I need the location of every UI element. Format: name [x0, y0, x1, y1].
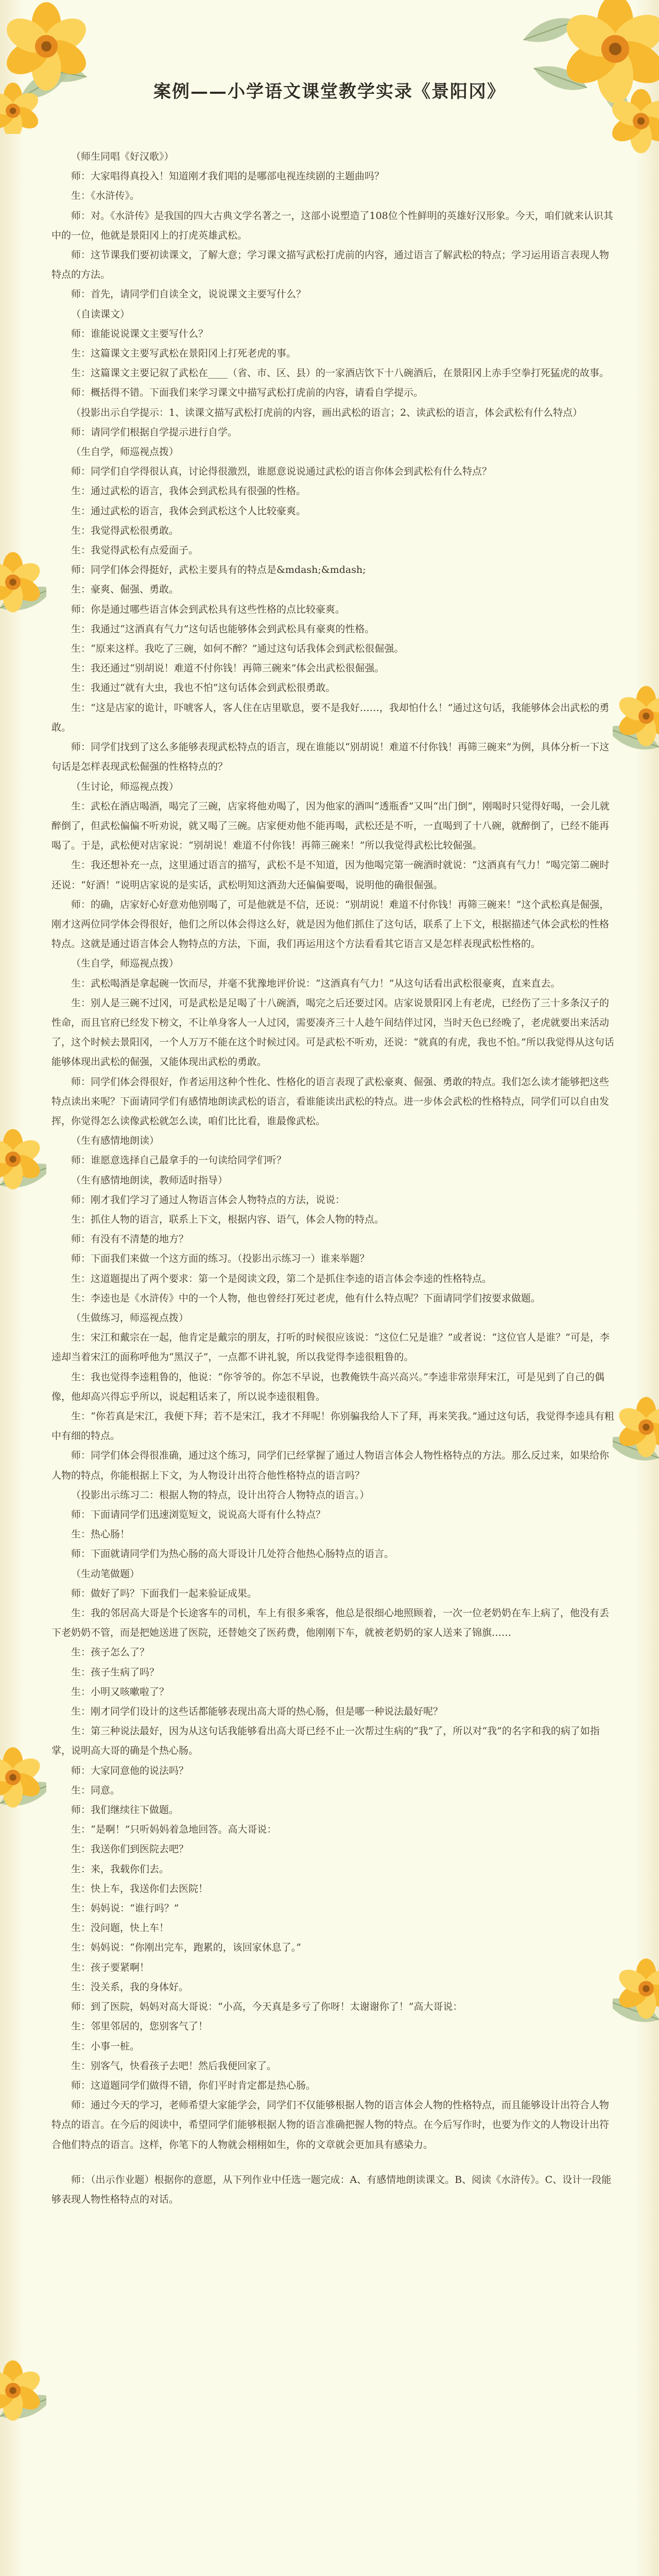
transcript-paragraph: 生：妈妈说：“你刚出完车，跑累的，该回家休息了。”: [71, 1942, 301, 1954]
transcript-paragraph: （师生同唱《好汉歌》）: [71, 151, 174, 162]
transcript-paragraph: 师：概括得不错。下面我们来学习课文中描写武松打虎前的内容，请看自学提示。: [71, 387, 424, 399]
transcript-paragraph: （生有感情地朗读）: [71, 1135, 160, 1147]
transcript-paragraph: 师：做好了吗？下面我们一起来验证成果。: [71, 1587, 257, 1599]
transcript-paragraph: 生：孩子生病了吗？: [71, 1666, 160, 1678]
transcript-paragraph: 生：快上车，我送你们去医院！: [71, 1883, 209, 1894]
transcript-paragraph: 生：来，我载你们去。: [71, 1863, 169, 1875]
transcript-paragraph: 生：我还想补充一点，这里通过语言的描写，武松不是不知道，因为他喝完第一碗酒时就说：“这酒真有气力！”喝完第二碗时还说：“好酒！”说明店家说的是实话，武松明知这酒劲大还偏偏要喝，说明他的确很倔强。: [51, 859, 610, 891]
transcript-paragraph: （生讨论，师巡视点拨）: [71, 781, 179, 792]
transcript-paragraph: 生：“原来这样。我吃了三碗，如何不醉？”通过这句话我体会到武松很倔强。: [71, 643, 404, 655]
transcript-paragraph: 生：别客气，快看孩子去吧！然后我便回家了。: [71, 2060, 277, 2072]
transcript-paragraph: 生：小事一桩。: [71, 2040, 140, 2052]
side-flower-decoration: [0, 546, 46, 634]
transcript-paragraph: 师：通过今天的学习，老师希望大家能学会，同学们不仅能够根据人物的语言体会人物的性格特点，而且能够设计出符合人物特点的语言。在今后的阅读中，希望同学们能够根据人物的语言准确把握人物的特点。在今后写作时，也要为作文的人物设计出符合他们特点的语言。这样，你笔下的人物就会栩栩如生，你的文章就会更加具有感染力。: [51, 2099, 610, 2150]
transcript-paragraph: 师：的确，店家好心好意劝他别喝了，可是他就是不信，还说：“别胡说！难道不付你钱！再筛三碗来！”这个武松真是倔强，刚才这两位同学体会得很好，他们之所以体会得这么好，就是因为他们抓住了这句话，联系了上下文，根据描述气体会武松的性格特点。这就是通过语言体会人物特点的方法，下面，我们再运用这个方法看看其它语言又是怎样表现武松性格的。: [51, 899, 610, 950]
transcript-paragraph: 生：我送你们到医院去吧？: [71, 1843, 189, 1855]
transcript-paragraph: （生有感情地朗读，教师适时指导）: [71, 1174, 228, 1186]
transcript-paragraph: 师：首先，请同学们自读全文，说说课文主要写什么？: [71, 289, 306, 300]
transcript-paragraph: 生：我觉得武松很勇敢。: [71, 524, 179, 536]
transcript-paragraph: 生：这篇课文主要记叙了武松在____（省、市、区、县）的一家酒店饮下十八碗酒后，在景阳冈上赤手空拳打死猛虎的故事。: [71, 367, 610, 379]
transcript-paragraph: 师：刚才我们学习了通过人物语言体会人物特点的方法，说说：: [71, 1194, 345, 1206]
transcript-paragraph: 生：邻里邻居的，您别客气了！: [71, 2021, 209, 2032]
side-flower-decoration: [0, 1123, 46, 1211]
transcript-paragraph: 生：通过武松的语言，我体会到武松具有很强的性格。: [71, 485, 306, 497]
transcript-paragraph: 师：同学们找到了这么多能够表现武松特点的语言，现在谁能以“别胡说！难道不付你钱！再筛三碗来”为例，具体分析一下这句话是怎样表现武松倔强的性格特点的？: [51, 741, 610, 773]
transcript-paragraph: 生：李逵也是《水浒传》中的一个人物，他也曾经打死过老虎，他有什么特点呢？下面请同学们按要求做题。: [71, 1292, 541, 1304]
transcript-paragraph: 生：武松喝酒是拿起碗一饮而尽，并毫不犹豫地评价说：“这酒真有气力！”从这句话看出武松很豪爽，直来直去。: [71, 977, 561, 989]
transcript-paragraph: （投影出示练习二：根据人物的特点，设计出符合人物特点的语言。）: [71, 1489, 370, 1501]
page-title: 案例——小学语文课堂教学实录《景阳冈》: [153, 81, 506, 102]
transcript-paragraph: （生自学，师巡视点拨）: [71, 446, 179, 458]
transcript-paragraph: （生自学，师巡视点拨）: [71, 958, 179, 970]
transcript-paragraph: 师：谁愿意选择自己最拿手的一句读给同学们听？: [71, 1155, 287, 1166]
transcript-paragraph: 生：孩子怎么了？: [71, 1647, 150, 1658]
transcript-paragraph: 生：这篇课文主要写武松在景阳冈上打死老虎的事。: [71, 348, 297, 360]
transcript-paragraph: 生：同意。: [71, 1784, 120, 1796]
transcript-paragraph: 师：同学们自学得很认真，讨论得很激烈，谁愿意说说通过武松的语言你体会到武松有什么特点？: [71, 466, 492, 478]
transcript-paragraph: 生：第三种说法最好，因为从这句话我能够看出高大哥已经不止一次帮过生病的“我”了，所以对“我”的名字和我的病了如指掌，说明高大哥的确是个热心肠。: [51, 1725, 600, 1757]
transcript-paragraph: 生：宋江和戴宗在一起，他肯定是戴宗的朋友，打听的时候很应该说：“这位仁兄是谁？”或者说：“这位官人是谁？”可是，李逵却当着宋江的面称呼他为“黑汉子”，一点都不讲礼貌，所以我觉得李逵很粗鲁的。: [51, 1332, 610, 1363]
transcript-paragraph: 师：同学们体会得很准确，通过这个练习，同学们已经掌握了通过人物语言体会人物性格特点的方法。那么反过来，如果给你人物的特点，你能根据上下文，为人物设计出符合他性格特点的语言吗？: [51, 1450, 610, 1481]
left-border: [0, 0, 24, 2576]
transcript-paragraph: 师：我们继续往下做题。: [71, 1804, 179, 1816]
transcript-paragraph: 生：小明又咳嗽啦了？: [71, 1686, 169, 1698]
transcript-paragraph: 生：通过武松的语言，我体会到武松这个人比较豪爽。: [71, 505, 306, 517]
transcript-paragraph: 师：对。《水浒传》是我国的四大古典文学名著之一，这部小说塑造了108位个性鲜明的英雄好汉形象。今天，咱们就来认识其中的一位，他就是景阳冈上的打虎英雄武松。: [51, 210, 613, 241]
transcript-paragraph: 生：“你若真是宋江，我便下拜；若不是宋江，我才不拜呢！你别骗我给人下了拜，再来笑我。”通过这句话，我觉得李逵具有粗中有细的特点。: [51, 1411, 614, 1442]
transcript-paragraph: 师：大家唱得真投入！知道刚才我们唱的是哪部电视连续剧的主题曲吗？: [71, 171, 385, 182]
transcript-paragraph: 生：《水浒传》。: [71, 190, 140, 202]
transcript-paragraph: 生：武松在酒店喝酒，喝完了三碗，店家将他劝喝了，因为他家的酒叫“透瓶香”又叫“出门倒”，刚喝时只觉得好喝，一会儿就醉倒了，但武松偏偏不听劝说，就又喝了三碗。店家便劝他不能再喝，武松还是不听，一直喝到了十八碗，就醉倒了，已经不能再喝了。于是，武松便对店家说：“别胡说！难道不付你钱！再筛三碗来！”所以我觉得武松比较倔强。: [51, 800, 610, 852]
transcript-paragraph: 师：请同学们根据自学提示进行自学。: [71, 426, 238, 438]
transcript-paragraph: 师：到了医院，妈妈对高大哥说：“小高，今天真是多亏了你呀！太谢谢你了！”高大哥说：: [71, 2001, 463, 2013]
transcript-paragraph: 生：我通过“就有大虫，我也不怕”这句话体会到武松很勇敢。: [71, 682, 336, 694]
transcript-paragraph: 师：下面我们来做一个这方面的练习。（投影出示练习一）谁来举题？: [71, 1253, 370, 1265]
transcript-paragraph: 生：刚才同学们设计的这些话都能够表现出高大哥的热心肠，但是哪一种说法最好呢？: [71, 1706, 443, 1718]
transcript-paragraph: 师：大家同意他的说法吗？: [71, 1765, 189, 1776]
side-flower-decoration: [613, 680, 659, 768]
transcript-paragraph: 生：我也觉得李逵粗鲁的，他说：“你爷爷的。你怎不早说，也教俺铁牛高兴高兴。”李逵非常崇拜宋江，可是见到了自己的偶像，他却高兴得忘乎所以，说起粗话来了，所以说李逵很粗鲁。: [51, 1371, 604, 1402]
side-flower-decoration: [0, 1741, 46, 1829]
transcript-paragraph: 生：别人是三碗不过冈，可是武松是足喝了十八碗酒，喝完之后还要过冈。店家说景阳冈上有老虎，已经伤了三十多条汉子的性命，而且官府已经发下榜文，不让单身客人一人过冈，需要凑齐三十人趁午间结伴过冈，当时天色已经晚了，老虎就要出来活动了，这个时候去景阳冈，一个人万万不能在这个时候过冈。可是武松不听劝，还说：“就真的有虎，我也不怕。”所以我觉得从这句话能够体现出武松的倔强，又能体现出武松的勇敢。: [51, 997, 614, 1068]
transcript-paragraph: 生：我的邻居高大哥是个长途客车的司机，车上有很多乘客，他总是很细心地照顾着，一次一位老奶奶在车上病了，他没有丢下老奶奶不管，而是把她送进了医院，还替她交了医药费，他刚刚下车，就被老奶奶的家人送来了锦旗……: [51, 1607, 610, 1639]
transcript-paragraph: 师：谁能说说课文主要写什么？: [71, 328, 209, 340]
transcript-paragraph: 生：“是啊！”只听妈妈着急地回答。高大哥说：: [71, 1824, 277, 1836]
top-left-flower-decoration: [0, 0, 134, 134]
transcript-paragraph: （生动笔做题）: [71, 1568, 140, 1580]
transcript-paragraph: 生：这道题提出了两个要求：第一个是阅读文段，第二个是抓住李逵的语言体会李逵的性格特点。: [71, 1273, 492, 1284]
transcript-paragraph: 师：下面请同学们迅速浏览短文，说说高大哥有什么特点？: [71, 1509, 326, 1521]
transcript-paragraph: 生：没关系，我的身体好。: [71, 1981, 189, 1993]
side-flower-decoration: [0, 2354, 46, 2442]
transcript-paragraph: 生：孩子要紧啊！: [71, 1961, 150, 1973]
transcript-paragraph: 师：同学们体会得挺好，武松主要具有的特点是&mdash;&mdash;: [71, 564, 366, 576]
transcript-paragraph: 师：有没有不清楚的地方？: [71, 1233, 189, 1245]
right-border: [635, 0, 659, 2576]
transcript-paragraph: 生：我还通过“别胡说！难道不付你钱！再筛三碗来”体会出武松很倔强。: [71, 663, 385, 674]
transcript-paragraph: 生：抓住人物的语言，联系上下文，根据内容、语气，体会人物的特点。: [71, 1213, 385, 1225]
transcript-paragraph: 生：热心肠！: [71, 1529, 130, 1540]
transcript-paragraph: 师：下面就请同学们为热心肠的高大哥设计几处符合他热心肠特点的语言。: [71, 1548, 394, 1560]
transcript-paragraph: 师：这道题同学们做得不错，你们平时肯定都是热心肠。: [71, 2079, 316, 2091]
side-flower-decoration: [613, 1953, 659, 2040]
transcript-paragraph: （生做练习，师巡视点拨）: [71, 1312, 189, 1324]
transcript-paragraph: 生：豪爽、倔强、勇敢。: [71, 584, 179, 596]
transcript-paragraph: 生：妈妈说：“谁行吗？”: [71, 1903, 179, 1914]
homework-paragraph: 师：（出示作业题）根据你的意愿，从下列作业中任选一题完成：A、有感情地朗读课文。B、阅读《水浒传》。C、设计一段能够表现人物性格特点的对话。: [51, 2174, 612, 2205]
transcript-paragraph: 师：这节课我们要初读课文，了解大意；学习课文描写武松打虎前的内容，通过语言了解武松的特点；学习运用语言表现人物特点的方法。: [51, 249, 610, 281]
transcript-paragraph: 师：同学们体会得很好，作者运用这种个性化、性格化的语言表现了武松豪爽、倔强、勇敢的特点。我们怎么读才能够把这些特点读出来呢？下面请同学们有感情地朗读武松的语言，看谁能读出武松的特点。进一步体会武松的性格特点，同学们可以自由发挥，你觉得怎么读像武松就怎么读，咱们比比看，谁最像武松。: [51, 1076, 610, 1127]
transcript-paragraph: 生：“这是店家的诡计，吓唬客人，客人住在店里歇息，要不是我好……，我却怕什么！”通过这句话，我能够体会出武松的勇敢。: [51, 702, 610, 733]
transcript-paragraph: 生：没问题，快上车！: [71, 1922, 169, 1934]
side-flower-decoration: [613, 1391, 659, 1479]
transcript-paragraph: 生：我觉得武松有点爱面子。: [71, 545, 199, 556]
transcript-paragraph: （自读课文）: [71, 308, 130, 320]
transcript-paragraph: 师：你是通过哪些语言体会到武松具有这些性格的点比较豪爽。: [71, 603, 345, 615]
lesson-transcript: [51, 147, 615, 2209]
transcript-paragraph: 生：我通过“这酒真有气力”这句话也能够体会到武松具有豪爽的性格。: [71, 623, 375, 635]
transcript-paragraph: （投影出示自学提示：1、读课文描写武松打虎前的内容，画出武松的语言；2、读武松的语言，体会武松有什么特点）: [71, 406, 583, 418]
